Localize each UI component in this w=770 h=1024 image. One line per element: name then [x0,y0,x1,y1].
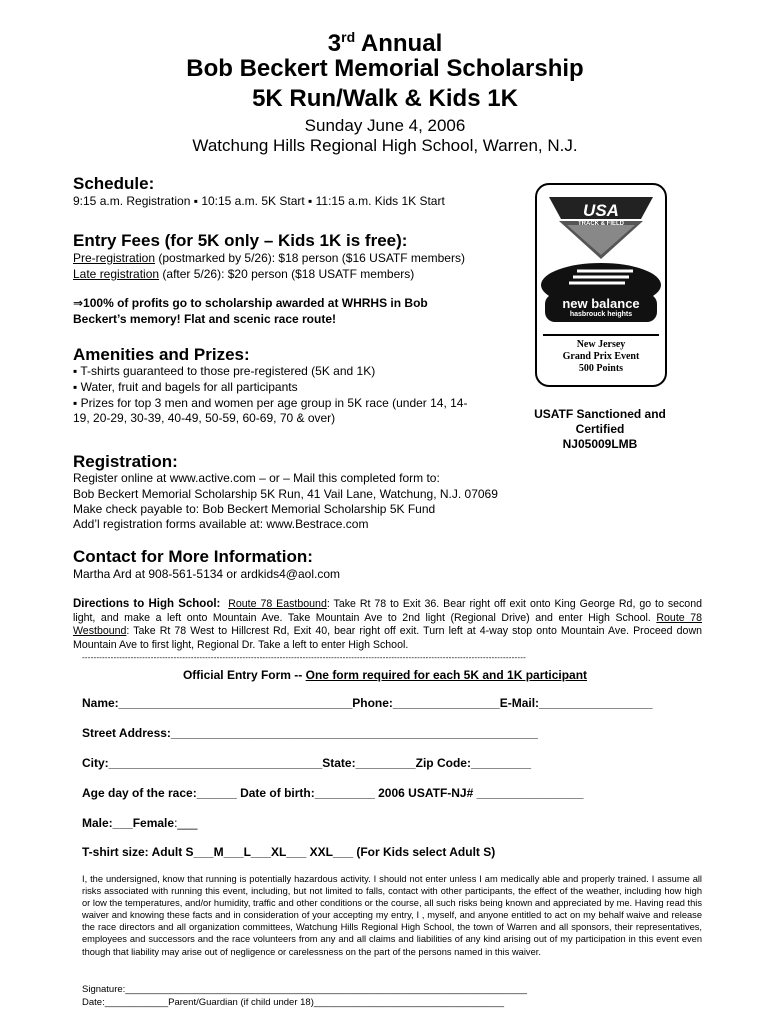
contact-text: Martha Ard at 908-561-5134 or ardkids4@aol.com [73,567,340,581]
registration-line: Add’l registration forms available at: www.Bestrace.com [73,517,369,531]
schedule-text: 9:15 a.m. Registration ▪ 10:15 a.m. 5K Start ▪ 11:15 a.m. Kids 1K Start [73,194,445,208]
contact-heading: Contact for More Information: [73,547,313,566]
registration-line: Make check payable to: Bob Beckert Memorial Scholarship 5K Fund [73,502,436,516]
event-title-line1: 3rd Annual [327,29,443,57]
usatf-logo-text: USA [583,201,619,220]
fees-heading: Entry Fees (for 5K only – Kids 1K is free): [73,231,408,250]
event-title-line3: 5K Run/Walk & Kids 1K [252,85,518,112]
waiver-text: I, the undersigned, know that running is potentially hazardous activity. I should not enter unless I am medically able and properly trained. I assume all risks associated with running this event, including, but not limited to falls, contact with other participants, the effect of the weather, including how high or low the temperatures, and/or humidity, traffic and other conditions or the course, all such risks being known and appreciated by me. Having read this waiver and knowing these facts and in consideration of your accepting my entry, I , myself, and anyone entitled to act on my behalf waive and release the race directors and all organization committees, Watchung Hills Regional High School, the town of Warren and all sponsors, their representatives, employees and successors and the race volunteers from any and all claims and liabilities of any kind arising out of my participation in this event even though that liability may arise out of negligence or carelessness on the part of the persons named in this waiver. [82,874,702,957]
amenity-item: ▪ Prizes for top 3 men and women per age group in 5K race (under 14, 14- [73,396,468,410]
late-registration-line: Late registration (after 5/26): $20 person ($18 USATF members) [73,267,415,281]
event-title-line2: Bob Beckert Memorial Scholarship [186,55,584,82]
registration-line: Register online at www.active.com – or – Mail this completed form to: [73,471,440,485]
amenity-item: ▪ Water, fruit and bagels for all participants [73,380,298,394]
sanction-line2: Certified [575,422,625,436]
street-address-field[interactable]: Street Address:_______________________________________________________ [82,726,538,740]
event-location: Watchung Hills Regional High School, Warren, N.J. [192,136,578,155]
registration-heading: Registration: [73,452,178,471]
signature-field[interactable]: Signature:____________________________________________________________________________ [82,984,527,995]
schedule-heading: Schedule: [73,174,155,193]
nj-grand-prix-line3: 500 Points [578,363,624,374]
directions-paragraph: Directions to High School: Route 78 Eastbound: Take Rt 78 to Exit 36. Bear right off exit onto King George Rd, go to second light, and make a left onto Mountain Ave. Take Mountain Ave to 2nd light (Regional Drive) and enter High School. Route 78 Westbound: Take Rt 78 West to Hillcrest Rd, Exit 40, bear right off exit. Turn left at 4-way stop onto Mountain Ave. Proceed down Mountain Ave to first light, Regional Dr. Take a left to enter High School. [73,598,702,651]
nj-grand-prix-line2: Grand Prix Event [562,351,640,362]
name-phone-email-field[interactable]: Name:___________________________________Phone:________________E-Mail:_________________ [82,696,653,710]
registration-line: Bob Beckert Memorial Scholarship 5K Run, 41 Vail Lane, Watchung, N.J. 07069 [73,487,498,501]
sponsor-logo-box [535,183,667,387]
amenities-heading: Amenities and Prizes: [73,345,250,364]
gender-field[interactable]: Male:___Female:___ [82,816,198,830]
city-state-zip-field[interactable]: City:________________________________State:_________Zip Code:_________ [82,756,532,770]
pre-registration-line: Pre-registration (postmarked by 5/26): $18 person ($16 USATF members) [73,251,465,265]
new-balance-logo: new balance [562,296,640,311]
profits-line-2: Beckert’s memory! Flat and scenic race route! [73,312,336,326]
profits-line-1: ⇒100% of profits go to scholarship awarded at WHRHS in Bob [73,296,428,310]
usatf-logo-subtext: TRACK & FIELD [578,221,624,227]
tshirt-size-field[interactable]: T-shirt size: Adult S___M___L___XL___ XXL___ (For Kids select Adult S) [82,845,496,859]
cut-line-divider: ----------------------------------------------------------------------------------------------------------------------------------------------------------- [82,653,526,662]
entry-form-title: Official Entry Form -- One form required for each 5K and 1K participant [182,668,588,682]
new-balance-subtext: hasbrouck heights [569,311,633,318]
nj-grand-prix-line1: New Jersey [576,339,626,350]
age-dob-usatf-field[interactable]: Age day of the race:______ Date of birth:_________ 2006 USATF-NJ# ________________ [82,786,584,800]
sanction-line1: USATF Sanctioned and [534,407,666,421]
amenity-item: ▪ T-shirts guaranteed to those pre-registered (5K and 1K) [73,364,376,378]
amenity-item: 19, 20-29, 30-39, 40-49, 50-59, 60-69, 70 & over) [73,411,336,425]
date-guardian-field[interactable]: Date:____________Parent/Guardian (if child under 18)____________________________________ [82,997,505,1008]
sanction-number: NJ05009LMB [562,437,638,451]
event-date: Sunday June 4, 2006 [304,116,466,135]
